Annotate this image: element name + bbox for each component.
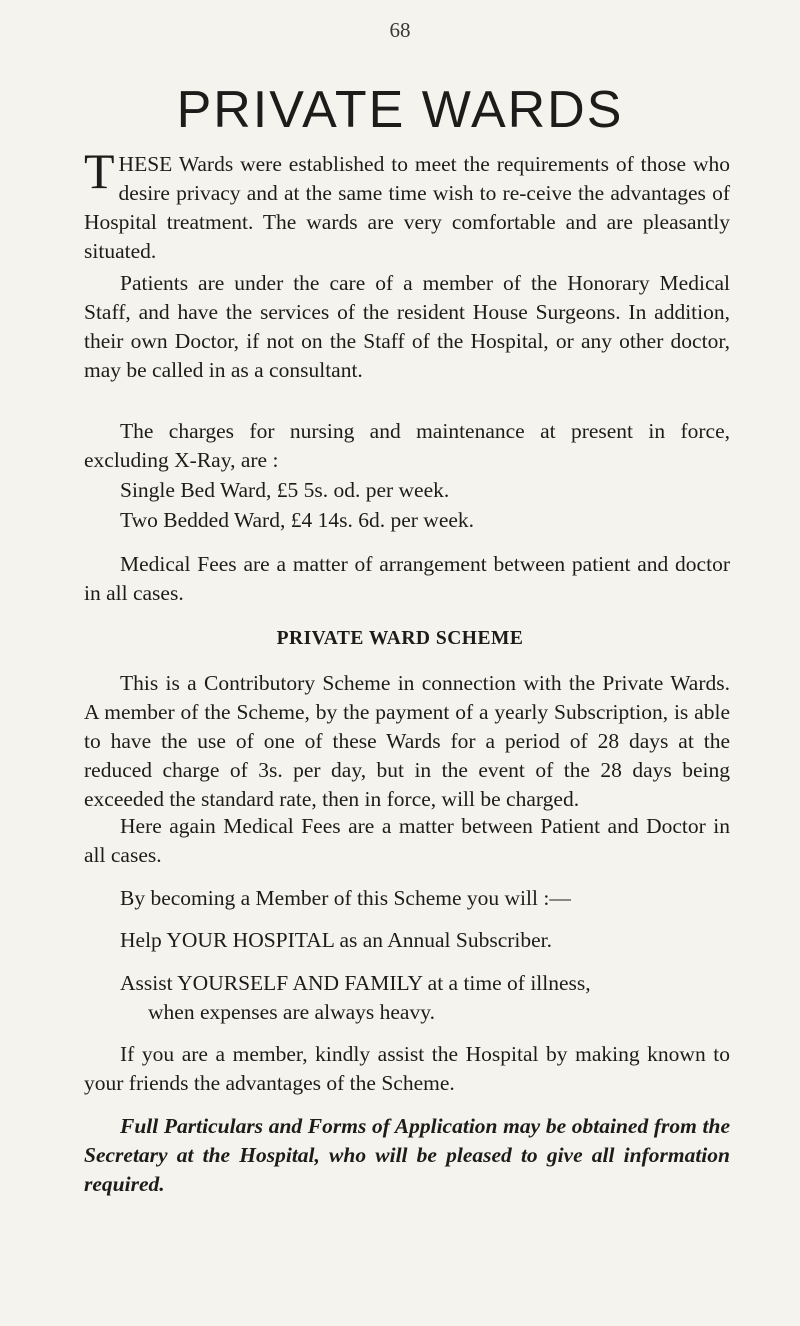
- closing-note: Full Particulars and Forms of Application may be obtained from the Secretary at the Hospital, who will be pleased to give all information required.: [84, 1114, 730, 1196]
- drop-cap: T: [84, 143, 115, 199]
- scheme-heading: PRIVATE WARD SCHEME: [276, 628, 524, 649]
- rate-single-bed: Single Bed Ward, £5 5s. od. per week.: [120, 478, 450, 502]
- rate-two-bedded: Two Bedded Ward, £4 14s. 6d. per week.: [120, 508, 475, 532]
- patients-paragraph: Patients are under the care of a member of the Honorary Medical Staff, and have the services of the resident House Surgeons. In addition, their own Doctor, if not on the Staff of the Hospital, or any other doctor, may be called in as a consultant.: [84, 271, 730, 382]
- scheme-fees-note: Here again Medical Fees are a matter between Patient and Doctor in all cases.: [84, 814, 730, 867]
- benefit-assist-line2: when expenses are always heavy.: [148, 1000, 435, 1024]
- page-number: 68: [389, 18, 411, 42]
- intro-text: HESE Wards were established to meet the requirements of those who desire privacy and at the same time wish to re-ceive the advantages of Hospital treatment. The wards are very comfortable and are pleasantly situated.: [84, 152, 730, 263]
- benefit-assist-line1: Assist YOURSELF AND FAMILY at a time of illness,: [120, 971, 591, 995]
- fees-paragraph: Medical Fees are a matter of arrangement between patient and doctor in all cases.: [84, 552, 730, 605]
- member-request: If you are a member, kindly assist the Hospital by making known to your friends the advantages of the Scheme.: [84, 1042, 730, 1095]
- scheme-description: This is a Contributory Scheme in connection with the Private Wards. A member of the Scheme, by the payment of a yearly Subscription, is able to have the use of one of these Wards for a period of 28 days at the reduced charge of 3s. per day, but in the event of the 28 days being exceeded the standard rate, then in force, will be charged.: [84, 671, 730, 811]
- member-intro: By becoming a Member of this Scheme you will :—: [120, 886, 571, 910]
- benefit-assist-family: [120, 969, 730, 1027]
- page-title: PRIVATE WARDS: [176, 81, 624, 139]
- benefit-help-hospital: Help YOUR HOSPITAL as an Annual Subscriber.: [120, 928, 553, 952]
- intro-paragraph: [84, 143, 730, 266]
- charges-paragraph: The charges for nursing and maintenance at present in force, excluding X-Ray, are :: [84, 419, 730, 472]
